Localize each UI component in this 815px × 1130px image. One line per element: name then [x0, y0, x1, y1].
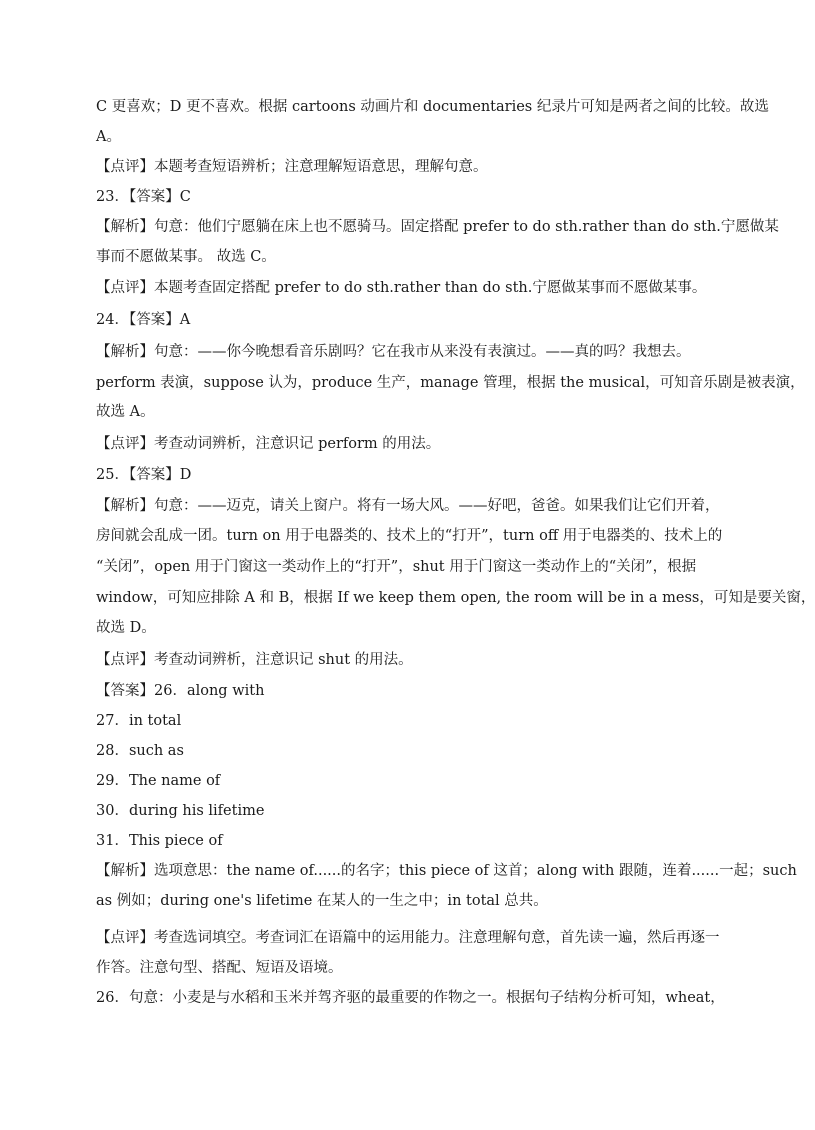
text-line-5: 【解析】句意：他们宁愿躺在床上也不愿骑马。固定搭配 prefer to do sth.rather than do sth.宁愿做某 — [96, 219, 779, 235]
text-line-18: 故选 D。 — [96, 620, 156, 636]
text-line-3: 【点评】本题考查短语辨析；注意理解短语意思，理解句意。 — [96, 159, 488, 175]
text-line-8: 24．【答案】A — [96, 312, 191, 328]
text-line-30: 26．句意：小麦是与水稻和玉米并驾齐驱的最重要的作物之一。根据句子结构分析可知，wheat， — [96, 990, 725, 1006]
text-line-4: 23．【答案】C — [96, 189, 191, 205]
text-line-16: “关闭”，open 用于门窗这一类动作上的“打开”，shut 用于门窗这一类动作上的“关闭”，根据 — [96, 559, 697, 575]
text-line-13: 25．【答案】D — [96, 467, 192, 483]
text-line-14: 【解析】句意：——迈克，请关上窗户。将有一场大风。——好吧，爸爸。如果我们让它们开着， — [96, 498, 720, 514]
text-line-7: 【点评】本题考查固定搭配 prefer to do sth.rather than do sth.宁愿做某事而不愿做某事。 — [96, 280, 707, 296]
text-line-15: 房间就会乱成一团。turn on 用于电器类的、技术上的“打开”，turn off 用于电器类的、技术上的 — [96, 528, 723, 544]
text-line-10: perform 表演，suppose 认为，produce 生产，manage 管理，根据 the musical，可知音乐剧是被表演， — [96, 375, 805, 391]
text-line-9: 【解析】句意：——你今晚想看音乐剧吗？它在我市从来没有表演过。——真的吗？我想去。 — [96, 344, 691, 360]
text-line-23: 29．The name of — [96, 773, 221, 789]
text-line-29: 作答。注意句型、搭配、短语及语境。 — [96, 960, 343, 976]
text-line-22: 28．such as — [96, 743, 184, 759]
text-line-20: 【答案】26．along with — [96, 683, 265, 699]
text-line-2: A。 — [96, 129, 121, 145]
text-line-25: 31．This piece of — [96, 833, 223, 849]
text-line-27: as 例如；during one's lifetime 在某人的一生之中；in total 总共。 — [96, 893, 548, 909]
text-line-11: 故选 A。 — [96, 404, 155, 420]
text-line-6: 事而不愿做某事。 故选 C。 — [96, 249, 276, 265]
text-line-26: 【解析】选项意思：the name of......的名字；this piece of 这首；along with 跟随，连着......一起；such — [96, 863, 797, 879]
text-line-19: 【点评】考查动词辨析，注意识记 shut 的用法。 — [96, 652, 413, 668]
text-line-24: 30．during his lifetime — [96, 803, 265, 819]
text-line-28: 【点评】考查选词填空。考查词汇在语篇中的运用能力。注意理解句意，首先读一遍，然后再逐一 — [96, 930, 720, 946]
text-line-12: 【点评】考查动词辨析，注意识记 perform 的用法。 — [96, 436, 441, 452]
text-line-17: window，可知应排除 A 和 B，根据 If we keep them open, the room will be in a mess，可知是要关窗， — [96, 590, 815, 606]
text-line-21: 27．in total — [96, 713, 182, 729]
text-line-1: C 更喜欢；D 更不喜欢。根据 cartoons 动画片和 documentaries 纪录片可知是两者之间的比较。故选 — [96, 99, 769, 115]
